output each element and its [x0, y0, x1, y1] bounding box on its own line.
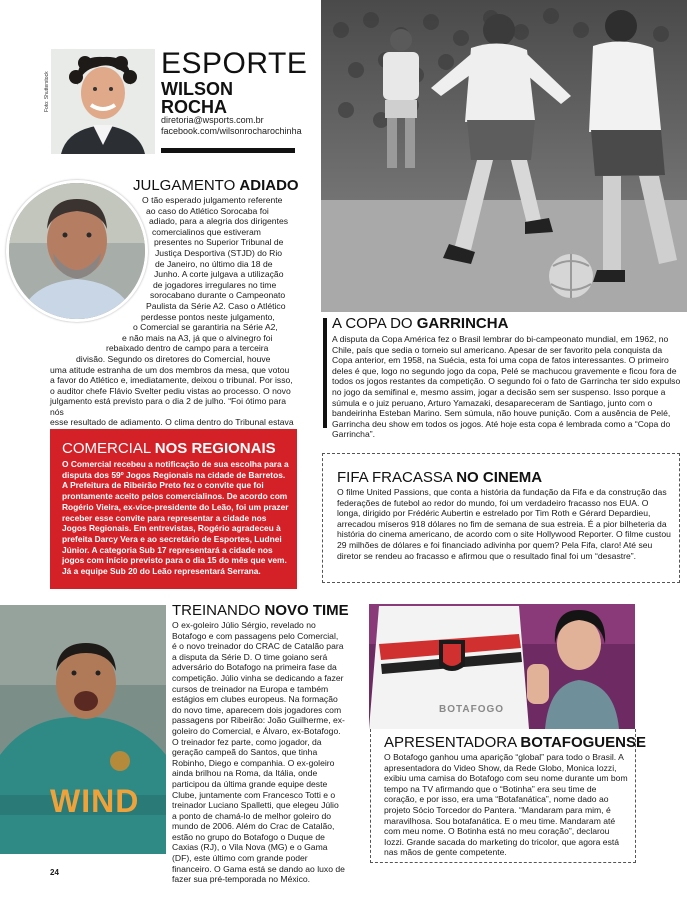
julgamento-body — [0, 195, 300, 439]
photo-credit: Foto: Shutterstock — [44, 71, 50, 112]
julgamento-line: julgamento está previsto para o dia 2 de julho. “Foi ótimo para nós — [50, 396, 286, 417]
copa-body: A disputa da Copa América fez o Brasil lembrar do bi-campeonato mundial, em 1962, no Chile, país que sedia o torneio sul americano. Apesar de ser favorito pela conquista da Copa anterior, em 1958, na Suécia, esta foi uma copa de fatos interessantes. O primeiro deles é que, logo no segundo jogo da copa, Pelé se machucou gravemente e ficou fora de todos os jogos restantes da competição. O segundo foi o fato de Garrincha ter sido expulso no jogo da semifinal e, mesmo assim, jogar a decisão sem ser suspenso. Isso porque a súmula e o juiz peruano, Arturo Yamazaki, desapareceram de Santiago, junto com o bandeirinha Esteban Marino. Sem súmula, não houve punição. Com a ausência de Pelé, Garrincha deu show em todos os jogos. Até hoje esta copa é lembrada como a “Copa do Garrincha”. — [332, 334, 681, 440]
julgamento-line: Junho. A corte julgava a utilização — [154, 269, 284, 280]
julgamento-line: a favor do Atlético e, imediatamente, deixou o tribunal. Por isso, — [50, 375, 293, 386]
julgamento-line: de jogadores irregulares no time — [153, 279, 277, 290]
julgamento-line: comercialinos que estiveram — [152, 226, 261, 237]
julgamento-line: Paulista da Série A2. Caso o Atlético — [146, 300, 286, 311]
author-facebook[interactable]: facebook.com/wilsonrocharochinha — [161, 126, 302, 136]
fifa-title-light: FIFA FRACASSA — [337, 469, 457, 486]
football-match-illustration — [321, 0, 687, 312]
julgamento-line: divisão. Segundo os diretores do Comercial, houve — [76, 353, 271, 364]
fifa-body: O filme United Passions, que conta a história da fundação da Fifa e da construção das federações de futebol ao redor do mundo, foi um verdadeiro fracasso nos EUA. O longa, dirigido por Frédéric Aubertin e estrelado por Tim Roth e Gérard Depardieu, arrecadou míseros 918 dólares no fim de semana de sua estreia. É a pior bilheteria da história do cinema americano, de acordo com o site Hollywood Reporter. O filme custou 29 milhões de dólares e foi financiado adivinha por quem? Pela Fifa, claro! Até seu diretor se rendeu ao fracasso e afirmou que o resultado final foi um “desastre”. — [337, 487, 671, 561]
julgamento-line: uma atitude estranha de um dos membros da mesa, que votou — [50, 364, 290, 375]
julgamento-title-bold: ADIADO — [239, 177, 299, 194]
author-portrait-illustration — [51, 49, 155, 154]
julgamento-line: sorocabano durante o Campeonato — [150, 290, 286, 301]
header-rule — [161, 148, 295, 153]
copa-title-bold: GARRINCHA — [416, 315, 509, 332]
julgamento-title — [133, 178, 299, 194]
julgamento-line: rebaixado dentro de campo para a terceira — [106, 343, 269, 354]
treinando-body: O ex-goleiro Júlio Sérgio, revelado no Botafogo e com passagens pelo Comercial, é o novo treinador do CRAC de Catalão para a disputa da Série D. O time goiano será adversário do Botafogo na primeira fase da competição. Júlio vinha se dedicando a fazer cursos de treinador na Europa e também estágios em clubes europeus. Na formação do novo time, aparecem dois jogadores com passagens por Ribeirão: João Guilherme, ex-goleiro do Comercial, e Álvaro, ex-Botafogo. O treinador fez parte, como jogador, da geração campeã do Santos, que tinha Robinho, Diego e companhia. O ex-goleiro ainda brilhou na Roma, da Itália, onde participou da última grande equipe deste Clube, juntamente com Francesco Totti e o treinador Luciano Spalletti, que elegeu Júlio a ponto de chamá-lo de melhor goleiro do mundo de 2006. Além do Crac de Catalão, estão no grupo do Botafogo o Duque de Caxias (RJ), o Vila Nova (MG) e o Gama (DF), este último com grande poder financeiro. O Gama está se dando ao luxo de fazer sua pré-temporada no México. — [172, 620, 345, 885]
author-first-name: WILSON — [161, 79, 233, 99]
julgamento-line: perdesse pontos neste julgamento, — [141, 311, 275, 322]
fifa-title-bold: NO CINEMA — [456, 469, 543, 486]
apresentadora-title — [384, 735, 646, 751]
julgamento-line: o auditor chefe Flávio Svelter pediu vistas ao processo. O novo — [50, 385, 291, 396]
comercial-title — [62, 441, 276, 457]
copa-accent-bar — [323, 318, 327, 428]
julgamento-line: de Janeiro, no último dia 18 de — [155, 258, 273, 269]
treinando-title-light: TREINANDO — [172, 602, 265, 619]
presenter-shirt-text: BOTAFOGO — [439, 704, 505, 715]
author-email[interactable]: diretoria@wsports.com.br — [161, 115, 264, 125]
presenter-photo — [369, 604, 635, 729]
apresentadora-title-bold: BOTAFOGUENSE — [520, 734, 646, 751]
treinando-title — [172, 603, 349, 619]
julgamento-line: ao caso do Atlético Sorocaba foi — [146, 205, 269, 216]
garrincha-photo — [321, 0, 687, 312]
author-photo — [51, 49, 155, 154]
apresentadora-body: O Botafogo ganhou uma aparição “global” para todo o Brasil. A apresentadora do Video Show, da Rede Globo, Monica Iozzi, exibiu uma camisa do Botafogo com seu nome durante um bom tempo na TV afirmando que o “Botinha” era seu time de coração, e por isso, era uma “Botafanática”, nome dado ao projeto Sócio Torcedor do Pantera. “Mandaram para mim, é maravilhosa. Sou botafanática. E o meu time. Mandaram até com meu nome. O Botinha está no meu coração”, declarou Iozzi. Grande sacada do marketing do tricolor, que agora está nas mãos de gente competente. — [384, 752, 628, 858]
julgamento-line: adiado, para a alegria dos dirigentes — [149, 216, 289, 227]
julgamento-line: e não mais na A3, já que o alvinegro foi — [122, 332, 273, 343]
fifa-title — [337, 470, 542, 486]
goalkeeper-photo — [0, 605, 166, 854]
julgamento-line: Justiça Desportiva (STJD) do Rio — [155, 247, 283, 258]
comercial-body: O Comercial recebeu a notificação de sua escolha para a disputa dos 59º Jogos Regionais na cidade de Barretos. A Prefeitura de Ribeirão Preto fez o convite que foi prontamente aceito pelos comercialinos. De acordo com Rogério Vieira, ex-vice-presidente do Leão, foi um prazer receber esse convite para representar a cidade nos Jogos Regionais. Em entrevistas, Rogério agradeceu à prefeita Darcy Vera e ao secretário de Esportes, Ludnei Júnior. A categoria Sub 17 representará a cidade nos jogos com início previsto para o dia 15 do mês que vem. Já a equipe Sub 20 do Leão representará Serrana. — [62, 459, 289, 577]
shirt-sponsor-text: WIND — [50, 783, 140, 819]
author-last-name: ROCHA — [161, 97, 227, 117]
julgamento-line: presentes no Superior Tribunal de — [154, 237, 284, 248]
apresentadora-title-light: APRESENTADORA — [384, 734, 521, 751]
julgamento-line: esse resultado de adiamento. O clima dentro do Tribunal estava — [50, 417, 294, 428]
comercial-title-light: COMERCIAL — [62, 440, 155, 457]
section-title: ESPORTE — [161, 47, 308, 80]
page-number: 24 — [50, 868, 59, 877]
copa-title — [332, 316, 508, 332]
comercial-title-bold: NOS REGIONAIS — [154, 440, 276, 457]
treinando-title-bold: NOVO TIME — [264, 602, 349, 619]
julgamento-line: o Comercial se garantiria na Série A2, — [133, 322, 278, 333]
copa-title-light: A COPA DO — [332, 315, 417, 332]
julgamento-title-light: JULGAMENTO — [133, 177, 240, 194]
author-name — [161, 80, 233, 116]
julgamento-line: O tão esperado julgamento referente — [142, 195, 283, 205]
